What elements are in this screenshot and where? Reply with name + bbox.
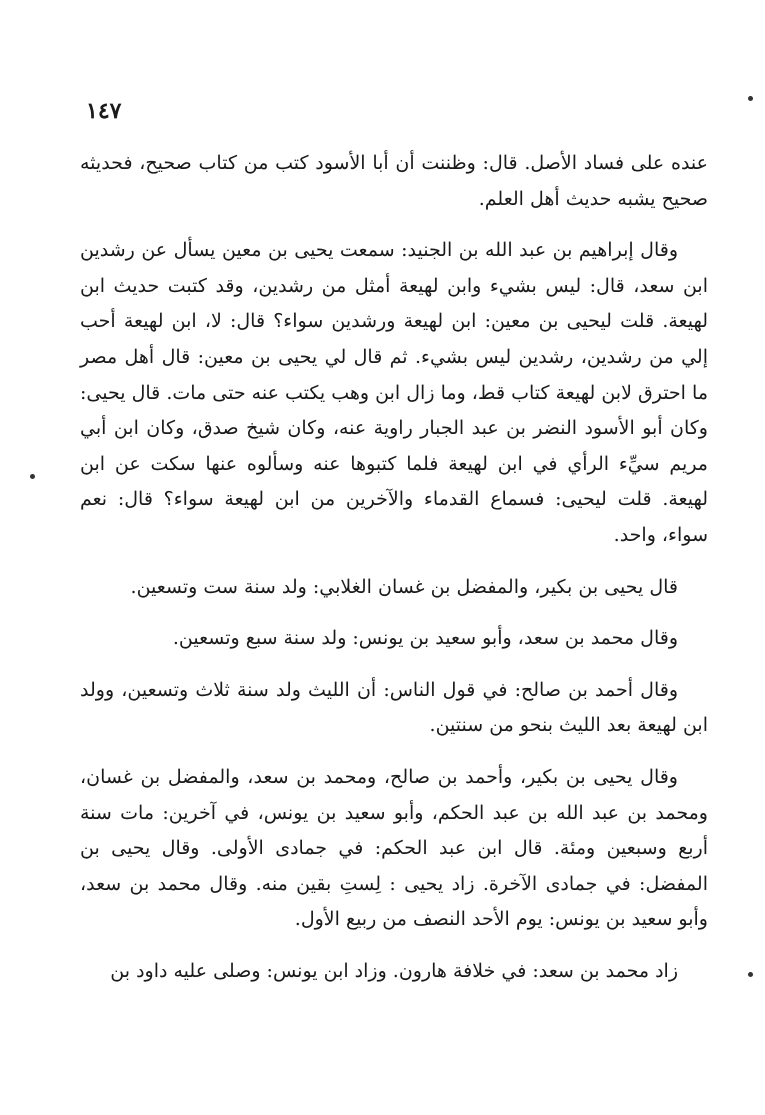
paragraph: قال يحيى بن بكير، والمفضل بن غسان الغلابي: ولد سنة ست وتسعين.	[130, 575, 678, 598]
paragraph: وقال يحيى بن بكير، وأحمد بن صالح، ومحمد بن سعد، والمفضل بن غسان، ومحمد بن عبد الله بن عبد الحكم، وأبو سعيد بن يونس، في آخرين: مات سنة أربع وسبعين ومئة. قال ابن عبد الحكم: في جمادى الأولى. وقال يحيى بن المفضل: في جمادى الآخرة. زاد يحيى : لِستِ بقين منه. وقال محمد بن سعد، وأبو سعيد بن يونس: يوم الأحد النصف من ربيع الأول.	[80, 765, 708, 931]
page-body	[80, 146, 708, 1005]
paragraph: وقال أحمد بن صالح: في قول الناس: أن الليث ولد سنة ثلاث وتسعين، وولد ابن لهيعة بعد الليث بنحو من سنتين.	[80, 678, 708, 737]
margin-mark	[748, 972, 753, 977]
margin-mark	[30, 474, 35, 479]
paragraph: وقال إبراهيم بن عبد الله بن الجنيد: سمعت يحيى بن معين يسأل عن رشدين ابن سعد، قال: ليس بشيء وابن لهيعة أمثل من رشدين، وقد كتبت حديث ابن لهيعة. قلت ليحيى بن معين: ابن لهيعة ورشدين سواء؟ قال: لا، ابن لهيعة أحب إلي من رشدين، رشدين ليس بشيء. ثم قال لي يحيى بن معين: قال أهل مصر ما احترق لابن لهيعة كتاب قط، وما زال ابن وهب يكتب عنه حتى مات. قال يحيى: وكان أبو الأسود النضر بن عبد الجبار راوية عنه، وكان شيخ صدق، وكان ابن أبي مريم سيِّء الرأي في ابن لهيعة فلما كتبوها عنه وسألوه عنها سكت عن ابن لهيعة. قلت ليحيى: فسماع القدماء والآخرين من ابن لهيعة سواء؟ قال: نعم سواء، واحد.	[80, 239, 708, 546]
margin-mark	[748, 96, 753, 101]
page-number: ١٤٧	[86, 98, 122, 124]
paragraph: عنده على فساد الأصل. قال: وظننت أن أبا الأسود كتب من كتاب صحيح، فحديثه صحيح يشبه حديث أهل العلم.	[80, 152, 708, 210]
paragraph: زاد محمد بن سعد: في خلافة هارون. وزاد ابن يونس: وصلى عليه داود بن	[110, 959, 678, 982]
paragraph: وقال محمد بن سعد، وأبو سعيد بن يونس: ولد سنة سبع وتسعين.	[172, 627, 678, 650]
